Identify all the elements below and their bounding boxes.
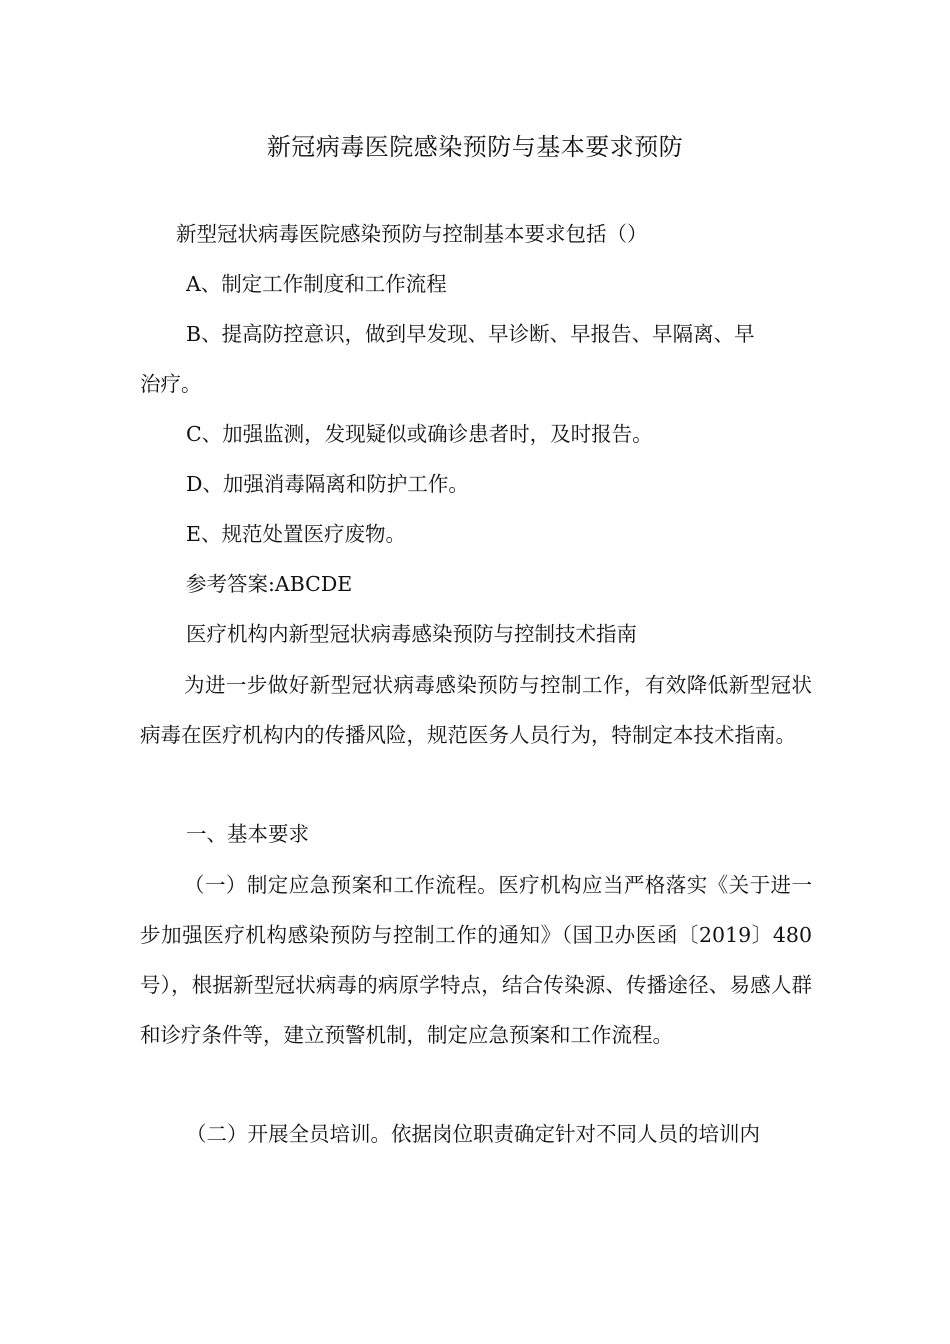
section-paragraph-1: （一）制定应急预案和工作流程。医疗机构应当严格落实《关于进一步加强医疗机构感染预防与控制工作的通知》（国卫办医函〔2019〕480号），根据新型冠状病毒的病原学特点，结合传染源、传播途径、易感人群和诊疗条件等，建立预警机制，制定应急预案和工作流程。 [140,873,812,1047]
option-a: A、制定工作制度和工作流程 [186,272,447,296]
option-d: D、加强消毒隔离和防护工作。 [186,472,469,496]
option-e: E、规范处置医疗废物。 [186,522,406,546]
option-b-continuation: 治疗。 [140,372,202,396]
option-b: B、提高防控意识，做到早发现、早诊断、早报告、早隔离、早 [186,322,755,346]
guide-title: 医疗机构内新型冠状病毒感染预防与控制技术指南 [186,622,637,646]
answer-text: 参考答案:ABCDE [186,572,353,596]
section-paragraph-2: （二）开展全员培训。依据岗位职责确定针对不同人员的培训内 [186,1122,760,1146]
option-c: C、加强监测，发现疑似或确诊患者时，及时报告。 [186,422,653,446]
question-text: 新型冠状病毒医院感染预防与控制基本要求包括（） [176,222,648,246]
section-heading: 一、基本要求 [186,822,309,846]
document-title: 新冠病毒医院感染预防与基本要求预防 [266,133,684,161]
intro-paragraph: 为进一步做好新型冠状病毒感染预防与控制工作，有效降低新型冠状病毒在医疗机构内的传播风险，规范医务人员行为，特制定本技术指南。 [140,673,812,747]
